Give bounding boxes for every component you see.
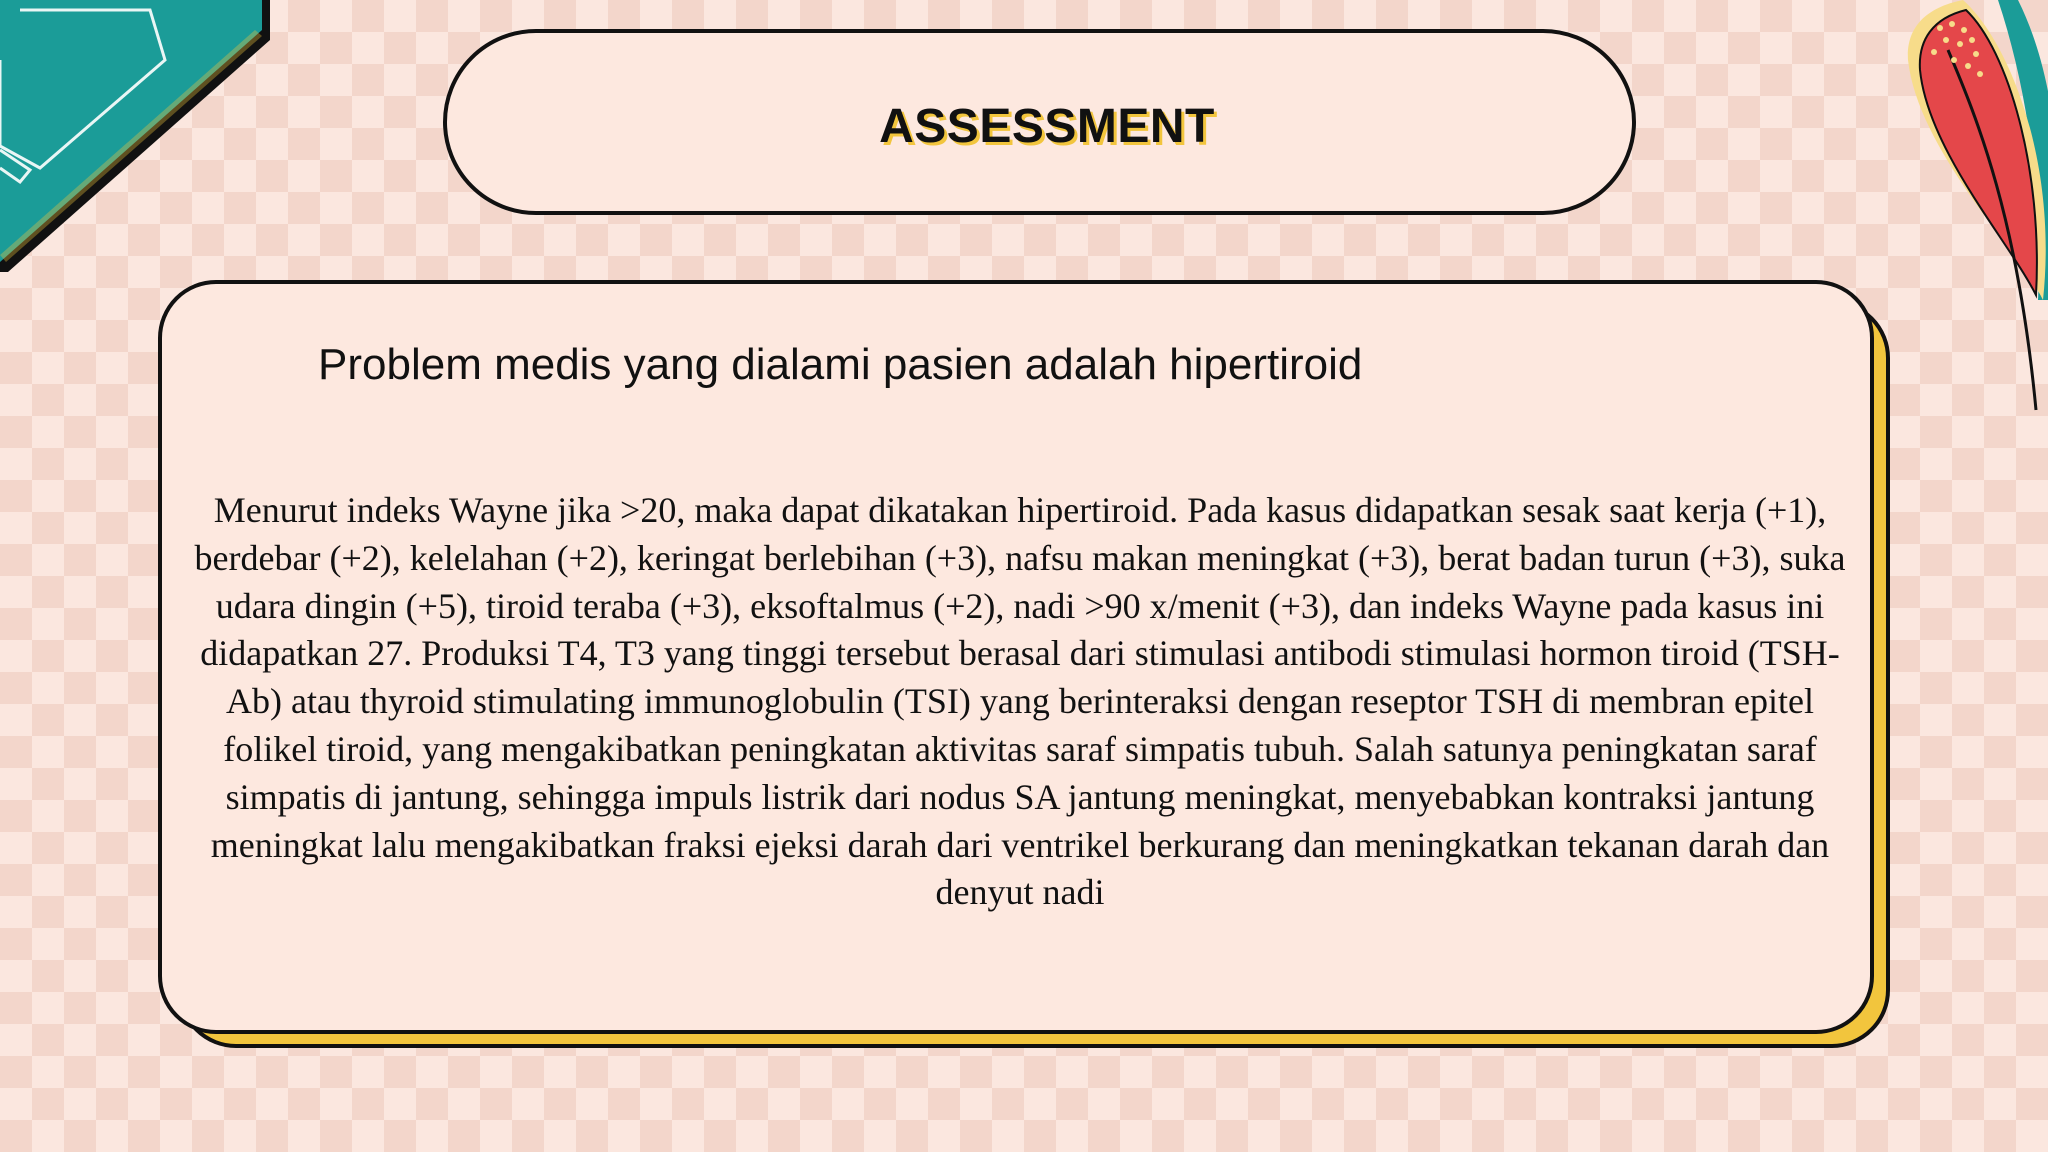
body-paragraph: Menurut indeks Wayne jika >20, maka dapat dikatakan hipertiroid. Pada kasus didapatkan sesak saat kerja (+1), berdebar (+2), kelelahan (+2), keringat berlebihan (+3), nafsu makan meningkat (+3), berat badan turun (+3), suka udara dingin (+5), tiroid teraba (+3), eksoftalmus (+2), nadi >90 x/menit (+3), dan indeks Wayne pada kasus ini didapatkan 27. Produksi T4, T3 yang tinggi tersebut berasal dari stimulasi antibodi stimulasi hormon tiroid (TSH-Ab) atau thyroid stimulating immunoglobulin (TSI) yang berinteraksi dengan reseptor TSH di membran epitel folikel tiroid, yang mengakibatkan peningkatan aktivitas saraf simpatis tubuh. Salah satunya peningkatan saraf simpatis di jantung, sehingga impuls listrik dari nodus SA jantung meningkat, menyebabkan kontraksi jantung meningkat lalu mengakibatkan fraksi ejeksi darah dari ventrikel berkurang dan meningkatkan tekanan darah dan denyut nadi [194, 490, 1846, 913]
slide-subtitle: Problem medis yang dialami pasien adalah hipertiroid [318, 340, 1363, 389]
slide-title: ASSESSMENT [879, 100, 1215, 153]
title-banner [443, 29, 1636, 215]
notebook-icon [0, 0, 280, 280]
leaf-icon [1868, 0, 2048, 420]
